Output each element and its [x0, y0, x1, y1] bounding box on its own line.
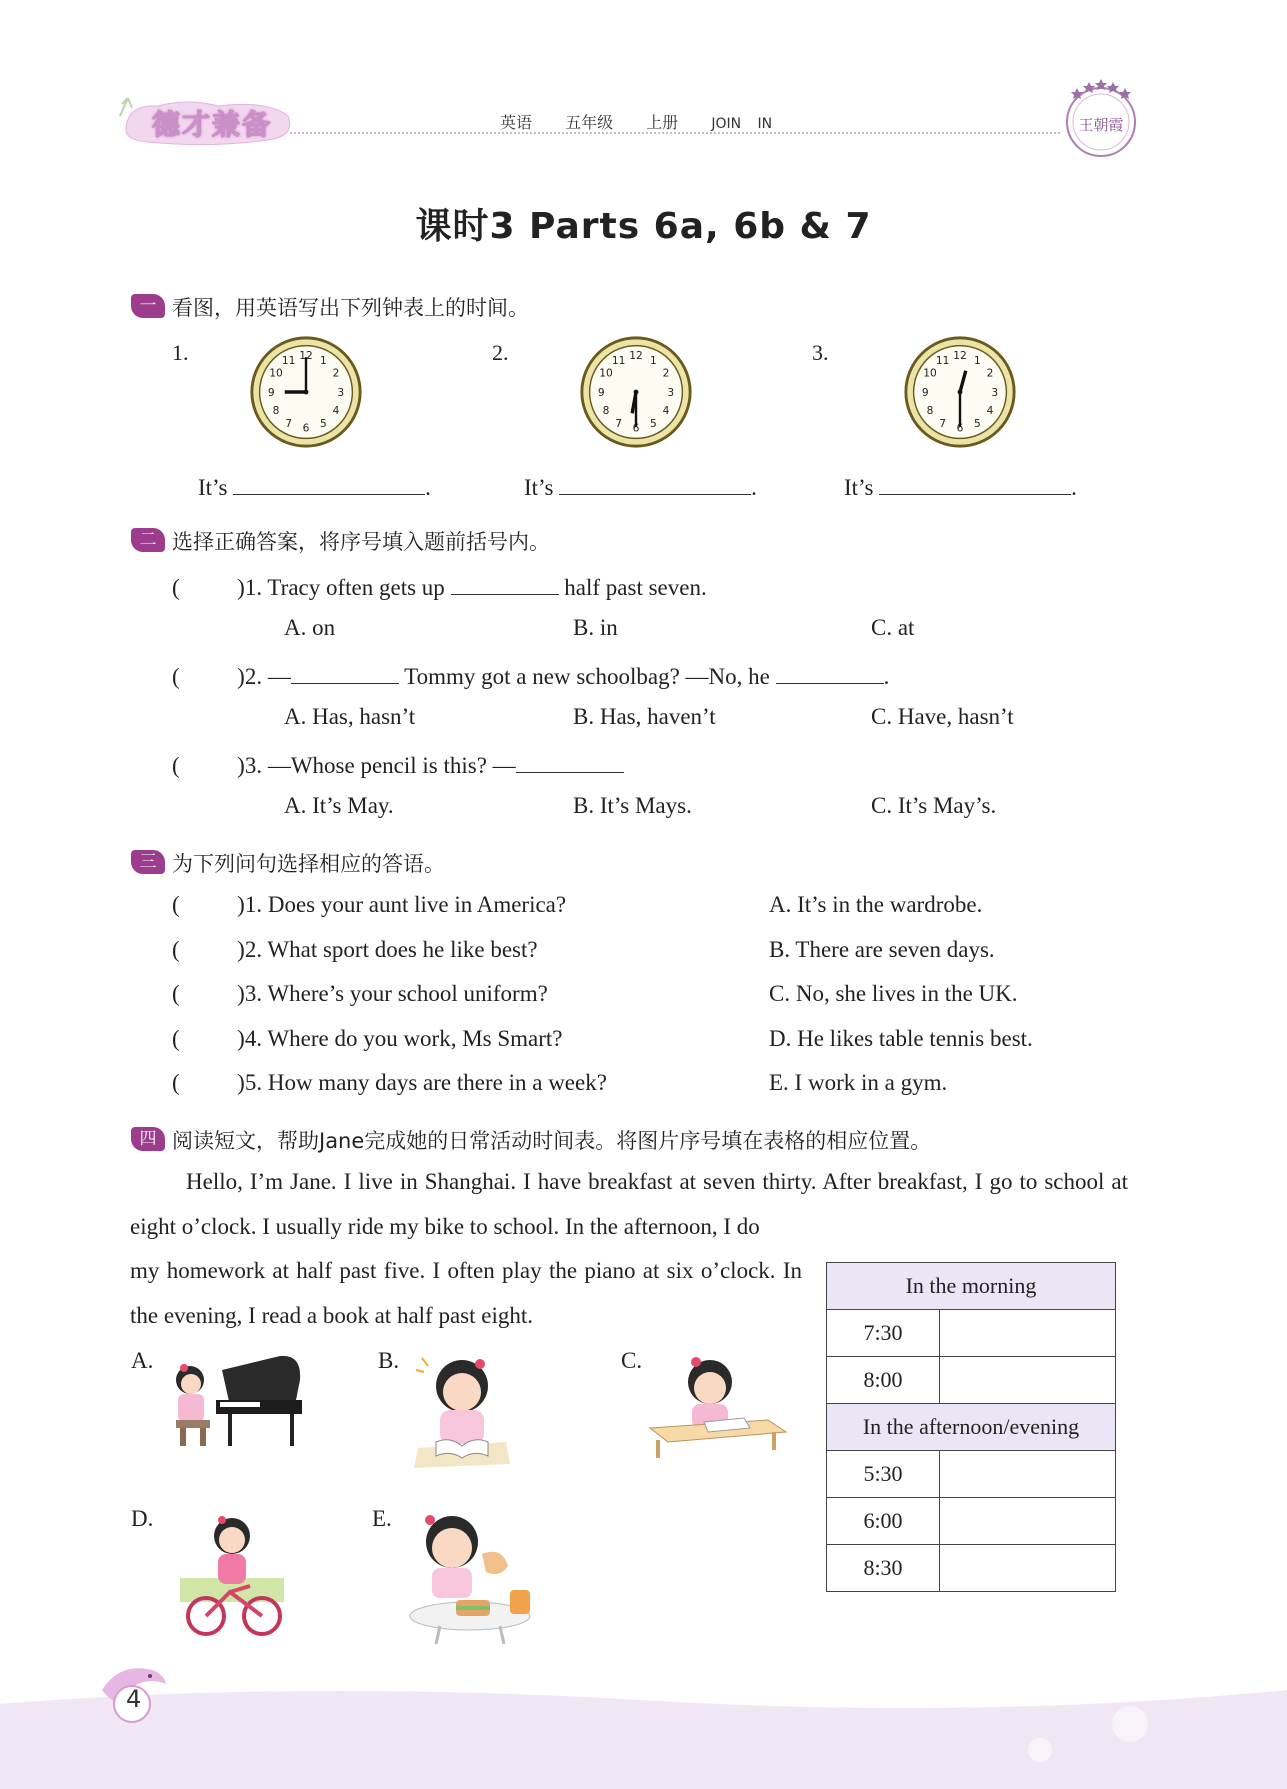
svg-text:5: 5 [650, 416, 657, 430]
answer-bracket[interactable]: ( ) [172, 575, 245, 600]
answer-bracket[interactable]: ( ) [172, 664, 245, 689]
homework-girl-image [648, 1352, 788, 1462]
s2-question-2 [172, 659, 889, 690]
section-1-badge: 一 [131, 294, 165, 318]
s2-question-3 [172, 748, 624, 779]
answer-cell[interactable] [940, 1310, 1116, 1357]
s2-q2-text-c: . [883, 664, 890, 689]
s2-q1-option-a: A. on [284, 615, 336, 640]
answer-3-prefix: It’s [844, 475, 874, 500]
answer-cell[interactable] [940, 1545, 1116, 1592]
s2-q2-blank-2[interactable] [776, 659, 884, 684]
seal-text: 王朝霞 [1078, 116, 1124, 134]
svg-text:8: 8 [272, 404, 280, 418]
answer-1-suffix: . [425, 475, 431, 500]
picture-label-e: E. [372, 1506, 392, 1531]
svg-text:6: 6 [302, 421, 310, 435]
svg-text:9: 9 [597, 385, 605, 399]
time-cell: 8:00 [827, 1357, 940, 1404]
s2-q3-blank[interactable] [516, 748, 624, 773]
volume: 上册 [646, 113, 679, 132]
s3-answer-e: E. I work in a gym. [769, 1070, 948, 1095]
svg-text:2: 2 [662, 366, 670, 380]
section-1-heading: 看图，用英语写出下列钟表上的时间。 [172, 296, 529, 320]
section-3-heading: 为下列问句选择相应的答语。 [172, 852, 445, 876]
s3-q2-text: 2. What sport does he like best? [244, 937, 538, 962]
s2-q2-text-b: Tommy got a new schoolbag? —No, he [404, 664, 770, 689]
s2-q2-option-b: B. Has, haven’t [573, 704, 716, 729]
s3-q3-text: 3. Where’s your school uniform? [244, 981, 548, 1006]
s2-q3-option-c: C. It’s May’s. [871, 793, 997, 818]
svg-text:12: 12 [953, 349, 967, 363]
piano-girl-image [160, 1350, 306, 1454]
answer-bracket[interactable]: ( ) [172, 892, 245, 917]
reading-paragraph-2: my homework at half past five. I often play the piano at six o’clock. In the evening, I read a book at half past eight. [130, 1258, 802, 1328]
answer-bracket[interactable]: ( ) [172, 1070, 245, 1095]
time-cell: 7:30 [827, 1310, 940, 1357]
clock-2-number: 2. [492, 340, 509, 365]
answer-bracket[interactable]: ( ) [172, 937, 245, 962]
s2-q1-option-c: C. at [871, 615, 915, 640]
answer-2 [524, 470, 757, 501]
s3-question-3 [172, 981, 548, 1007]
s2-q3-option-a: A. It’s May. [284, 793, 394, 818]
svg-text:11: 11 [281, 353, 296, 367]
answer-1 [198, 470, 431, 501]
answer-3-suffix: . [1071, 475, 1077, 500]
svg-text:10: 10 [923, 366, 937, 380]
section-2-badge: 二 [131, 528, 165, 552]
answer-bracket[interactable]: ( ) [172, 1026, 245, 1051]
time-cell: 5:30 [827, 1451, 940, 1498]
svg-text:8: 8 [602, 404, 610, 418]
svg-text:6: 6 [632, 421, 640, 435]
svg-text:6: 6 [956, 421, 964, 435]
reading-paragraph-1: Hello, I’m Jane. I live in Shanghai. I have breakfast at seven thirty. After breakfast, I go to school at eight o’clock. I usually ride my bike to school. In the afternoon, I do [130, 1169, 1128, 1239]
page-number: 4 [126, 1685, 142, 1713]
time-cell: 6:00 [827, 1498, 940, 1545]
svg-text:4: 4 [986, 404, 994, 418]
s2-question-1 [172, 570, 707, 601]
svg-text:1: 1 [650, 353, 657, 367]
publisher-seal [1060, 76, 1142, 164]
section-4-badge: 四 [131, 1127, 165, 1151]
clock-3-number: 3. [812, 340, 829, 365]
s3-question-2 [172, 937, 538, 963]
s2-q2-text-a: 2. — [244, 664, 291, 689]
time-cell: 8:30 [827, 1545, 940, 1592]
answer-bracket[interactable]: ( ) [172, 753, 245, 778]
answer-2-prefix: It’s [524, 475, 554, 500]
svg-text:10: 10 [599, 366, 613, 380]
answer-1-prefix: It’s [198, 475, 228, 500]
answer-1-blank[interactable] [233, 470, 425, 495]
svg-text:8: 8 [926, 404, 934, 418]
bike-girl-image [180, 1508, 284, 1644]
series: JOIN IN [711, 116, 773, 132]
s2-q3-option-b: B. It’s Mays. [573, 793, 692, 818]
clock-1-number: 1. [172, 340, 189, 365]
svg-text:4: 4 [332, 404, 340, 418]
table-header-afternoon: In the afternoon/evening [827, 1404, 1116, 1451]
svg-text:2: 2 [986, 366, 994, 380]
svg-text:11: 11 [611, 353, 626, 367]
svg-text:3: 3 [991, 385, 999, 399]
svg-text:1: 1 [320, 353, 327, 367]
s3-q5-text: 5. How many days are there in a week? [244, 1070, 607, 1095]
s2-q2-option-c: C. Have, hasn’t [871, 704, 1014, 729]
answer-2-suffix: . [751, 475, 757, 500]
clock-2-image [578, 334, 694, 450]
s3-answer-c: C. No, she lives in the UK. [769, 981, 1018, 1006]
s2-q2-blank-1[interactable] [291, 659, 399, 684]
s2-q1-option-b: B. in [573, 615, 618, 640]
svg-text:2: 2 [332, 366, 340, 380]
svg-text:1: 1 [974, 353, 981, 367]
svg-text:3: 3 [667, 385, 675, 399]
s2-q2-option-a: A. Has, hasn’t [284, 704, 416, 729]
svg-text:5: 5 [974, 416, 981, 430]
clock-3-image [902, 334, 1018, 450]
section-3-badge: 三 [131, 850, 165, 874]
picture-label-c: C. [621, 1348, 643, 1373]
svg-text:9: 9 [921, 385, 929, 399]
answer-cell[interactable] [940, 1451, 1116, 1498]
answer-cell[interactable] [940, 1498, 1116, 1545]
s3-question-1 [172, 892, 566, 918]
answer-3 [844, 470, 1077, 501]
table-header-morning: In the morning [827, 1263, 1116, 1310]
s3-answer-b: B. There are seven days. [769, 937, 995, 962]
s3-q1-text: 1. Does your aunt live in America? [244, 892, 567, 917]
s3-question-5 [172, 1070, 607, 1096]
s3-question-4 [172, 1026, 563, 1052]
schedule-table [826, 1262, 1116, 1592]
svg-text:12: 12 [299, 349, 313, 363]
s2-q3-text-a: 3. —Whose pencil is this? — [244, 753, 516, 778]
lesson-title: 课时3 Parts 6a, 6b & 7 [415, 206, 872, 247]
picture-label-b: B. [378, 1348, 400, 1373]
s2-q1-text-b: half past seven. [564, 575, 707, 600]
picture-label-d: D. [131, 1506, 154, 1531]
section-2-heading: 选择正确答案，将序号填入题前括号内。 [172, 530, 550, 554]
s3-answer-a: A. It’s in the wardrobe. [769, 892, 983, 917]
picture-label-a: A. [131, 1348, 154, 1373]
svg-text:11: 11 [935, 353, 950, 367]
clock-1-image [248, 334, 364, 450]
svg-text:7: 7 [285, 416, 292, 430]
s2-q1-text-a: 1. Tracy often gets up [244, 575, 445, 600]
svg-text:5: 5 [320, 416, 327, 430]
answer-cell[interactable] [940, 1357, 1116, 1404]
svg-text:7: 7 [939, 416, 946, 430]
breakfast-girl-image [400, 1506, 534, 1646]
s2-q1-blank[interactable] [451, 570, 559, 595]
reading-girl-image [410, 1352, 514, 1472]
footer-decoration [0, 1680, 1287, 1789]
section-4-heading: 阅读短文，帮助Jane完成她的日常活动时间表。将图片序号填在表格的相应位置。 [172, 1129, 932, 1153]
brand-text: 德才兼备 [152, 108, 273, 141]
svg-text:12: 12 [629, 349, 643, 363]
subject: 英语 [500, 113, 533, 132]
s3-q4-text: 4. Where do you work, Ms Smart? [244, 1026, 563, 1051]
grade: 五年级 [565, 113, 614, 132]
svg-text:10: 10 [269, 366, 283, 380]
svg-text:3: 3 [337, 385, 345, 399]
svg-text:7: 7 [615, 416, 622, 430]
subject-line [500, 110, 788, 133]
svg-text:4: 4 [662, 404, 670, 418]
answer-2-blank[interactable] [559, 470, 751, 495]
svg-text:9: 9 [267, 385, 275, 399]
answer-bracket[interactable]: ( ) [172, 981, 245, 1006]
s3-answer-d: D. He likes table tennis best. [769, 1026, 1033, 1051]
answer-3-blank[interactable] [879, 470, 1071, 495]
